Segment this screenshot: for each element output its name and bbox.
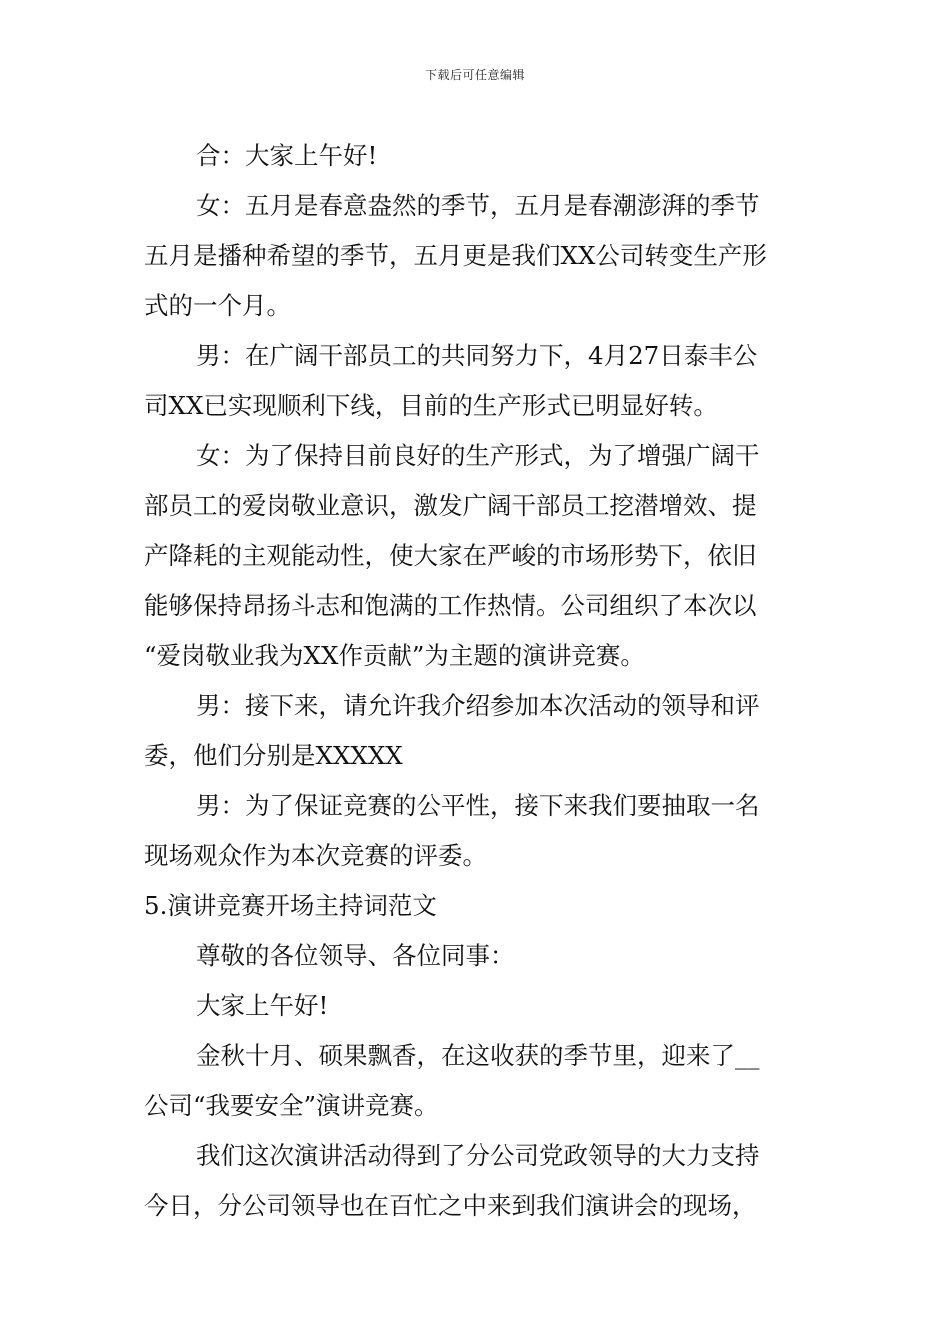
paragraph-line: 部员工的爱岗敬业意识，激发广阔干部员工挖潜增效、提 bbox=[144, 491, 757, 520]
paragraph-line: 现场观众作为本次竞赛的评委。 bbox=[144, 841, 487, 870]
paragraph-line: 能够保持昂扬斗志和饱满的工作热情。公司组织了本次以 bbox=[144, 591, 757, 620]
paragraph-line: 金秋十月、硕果飘香，在这收获的季节里，迎来了__ bbox=[196, 1041, 760, 1070]
paragraph-line: 尊敬的各位领导、各位同事： bbox=[196, 941, 515, 970]
section-heading: 5.演讲竞赛开场主持词范文 bbox=[144, 891, 437, 920]
paragraph-line: 男：在广阔干部员工的共同努力下，4月27日泰丰公 bbox=[196, 341, 758, 370]
paragraph-line: 今日，分公司领导也在百忙之中来到我们演讲会的现场， bbox=[144, 1191, 757, 1220]
paragraph-line: 大家上午好! bbox=[196, 991, 329, 1020]
page-header: 下载后可任意编辑 bbox=[424, 68, 525, 82]
paragraph-line: 合：大家上午好! bbox=[196, 141, 378, 170]
document-body bbox=[144, 131, 812, 1231]
paragraph-line: 男：为了保证竞赛的公平性，接下来我们要抽取一名 bbox=[196, 791, 760, 820]
paragraph-line: 我们这次演讲活动得到了分公司党政领导的大力支持 bbox=[196, 1141, 760, 1170]
paragraph-line: 产降耗的主观能动性，使大家在严峻的市场形势下，依旧 bbox=[144, 541, 757, 570]
paragraph-line: 女：五月是春意盎然的季节，五月是春潮澎湃的季节 bbox=[196, 191, 760, 220]
paragraph-line: 女：为了保持目前良好的生产形式，为了增强广阔干 bbox=[196, 441, 760, 470]
paragraph-line: 式的一个月。 bbox=[144, 291, 291, 320]
paragraph-line: “爱岗敬业我为XX作贡献”为主题的演讲竞赛。 bbox=[144, 641, 645, 670]
paragraph-line: 五月是播种希望的季节，五月更是我们XX公司转变生产形 bbox=[144, 241, 767, 270]
paragraph-line: 司XX已实现顺利下线，目前的生产形式已明显好转。 bbox=[144, 391, 718, 420]
paragraph-line: 委，他们分别是XXXXX bbox=[144, 741, 403, 770]
paragraph-line: 公司“我要安全”演讲竞赛。 bbox=[144, 1091, 439, 1120]
paragraph-line: 男：接下来，请允许我介绍参加本次活动的领导和评 bbox=[196, 691, 760, 720]
